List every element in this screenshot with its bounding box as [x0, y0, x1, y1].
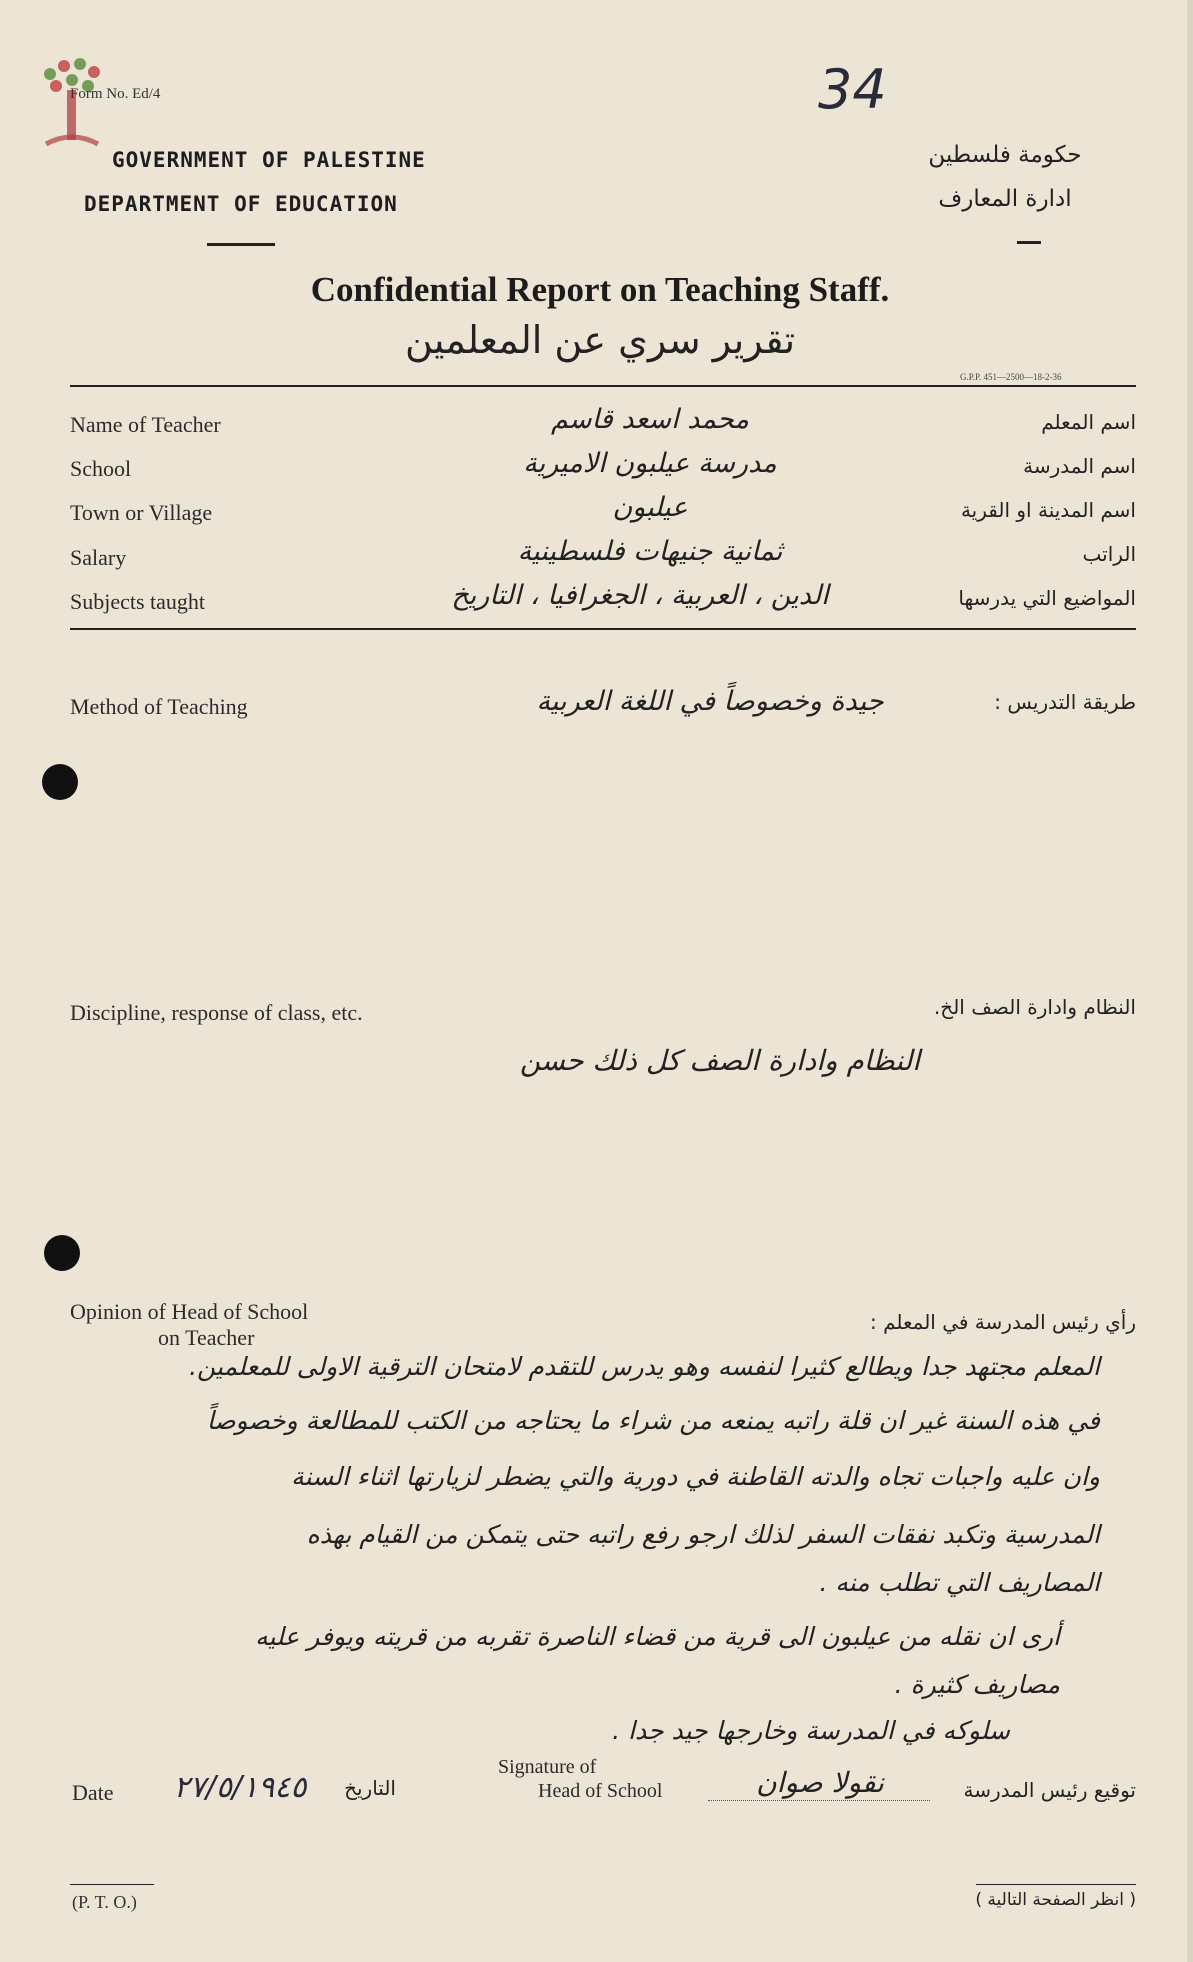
town-label-ar: اسم المدينة او القرية: [960, 498, 1136, 522]
subjects-label-ar: المواضيع التي يدرسها: [958, 586, 1136, 610]
date-label-ar: التاريخ: [344, 1776, 396, 1800]
school-label: School: [70, 456, 132, 481]
subjects-label: Subjects taught: [70, 589, 206, 614]
punch-hole-upper: [42, 764, 78, 800]
method-label-ar: طريقة التدريس :: [994, 690, 1136, 714]
opinion-line-1: المعلم مجتهد جدا ويطالع كثيرا لنفسه وهو يدرس للتقدم لامتحان الترقية الاولى للمعلمين.: [189, 1352, 1100, 1381]
discipline-label: Discipline, response of class, etc.: [70, 1000, 363, 1025]
signature-label-ar: توقيع رئيس المدرسة: [963, 1778, 1136, 1802]
opinion-line-2: في هذه السنة غير ان قلة راتبه يمنعه من شراء ما يحتاجه من الكتب للمطالعة وخصوصاً: [206, 1406, 1100, 1435]
signature-value: نقولا صوان: [756, 1766, 884, 1799]
teacher-name-value: محمد اسعد قاسم: [551, 404, 749, 435]
department-title: DEPARTMENT OF EDUCATION: [84, 192, 398, 216]
method-value: جيدة وخصوصاً في اللغة العربية: [536, 686, 884, 717]
town-value: عيلبون: [612, 492, 688, 523]
opinion-line-8: سلوكه في المدرسة وخارجها جيد جدا .: [612, 1716, 1010, 1745]
signature-line: [708, 1800, 930, 1801]
report-title: Confidential Report on Teaching Staff.: [310, 270, 890, 309]
town-label: Town or Village: [70, 500, 213, 525]
teacher-name-label-ar: اسم المعلم: [1041, 410, 1136, 434]
opinion-label: Opinion of Head of School: [70, 1299, 309, 1324]
opinion-line-4: المدرسية وتكبد نفقات السفر لذلك ارجو رفع راتبه حتى يتمكن من القيام بهذه: [306, 1520, 1100, 1549]
form-number: Form No. Ed/4: [70, 86, 161, 102]
subjects-value: الدين ، العربية ، الجغرافيا ، التاريخ: [451, 580, 829, 611]
fields-rule: [70, 628, 1136, 630]
print-code: G.P.P. 451—2500—18-2-36: [960, 372, 1062, 382]
salary-label-ar: الراتب: [1082, 542, 1136, 566]
government-title: GOVERNMENT OF PALESTINE: [112, 148, 426, 172]
header-dash-left: [207, 243, 275, 246]
signature-label-2: Head of School: [538, 1780, 663, 1802]
pto-en: (P. T. O.): [72, 1892, 137, 1912]
opinion-line-7: مصاريف كثيرة .: [894, 1670, 1060, 1699]
school-value: مدرسة عيلبون الاميرية: [523, 448, 777, 479]
method-label: Method of Teaching: [70, 694, 248, 719]
teacher-name-label: Name of Teacher: [70, 412, 221, 437]
punch-hole-lower: [44, 1235, 80, 1271]
date-label: Date: [72, 1780, 114, 1805]
pto-ar: ( انظر الصفحة التالية ): [975, 1890, 1136, 1910]
report-title-ar: تقرير سري عن المعلمين: [404, 318, 796, 362]
title-rule: [70, 385, 1136, 387]
header-dash-right: [1017, 241, 1041, 244]
discipline-label-ar: النظام وادارة الصف الخ.: [933, 995, 1136, 1019]
signature-label: Signature of: [498, 1756, 597, 1778]
salary-value: ثمانية جنيهات فلسطينية: [517, 536, 783, 567]
discipline-value: النظام وادارة الصف كل ذلك حسن: [519, 1044, 921, 1077]
government-title-ar: حكومة فلسطين: [928, 142, 1082, 168]
pto-rule-left: [70, 1884, 154, 1885]
department-title-ar: ادارة المعارف: [938, 186, 1072, 212]
salary-label: Salary: [70, 545, 127, 570]
date-value: ٢٧/٥/١٩٤٥: [173, 1770, 307, 1805]
opinion-label-2: on Teacher: [158, 1325, 255, 1350]
opinion-line-3: وان عليه واجبات تجاه والدته القاطنة في دورية والتي يضطر لزيارتها اثناء السنة: [291, 1462, 1100, 1491]
page-number: 34: [818, 58, 887, 121]
opinion-line-5: المصاريف التي تطلب منه .: [819, 1568, 1100, 1597]
opinion-label-ar: رأي رئيس المدرسة في المعلم :: [869, 1310, 1136, 1334]
opinion-line-6: أرى ان نقله من عيلبون الى قرية من قضاء الناصرة تقربه من قريته ويوفر عليه: [255, 1622, 1060, 1651]
pto-rule-right: [976, 1884, 1136, 1885]
school-label-ar: اسم المدرسة: [1023, 454, 1136, 478]
